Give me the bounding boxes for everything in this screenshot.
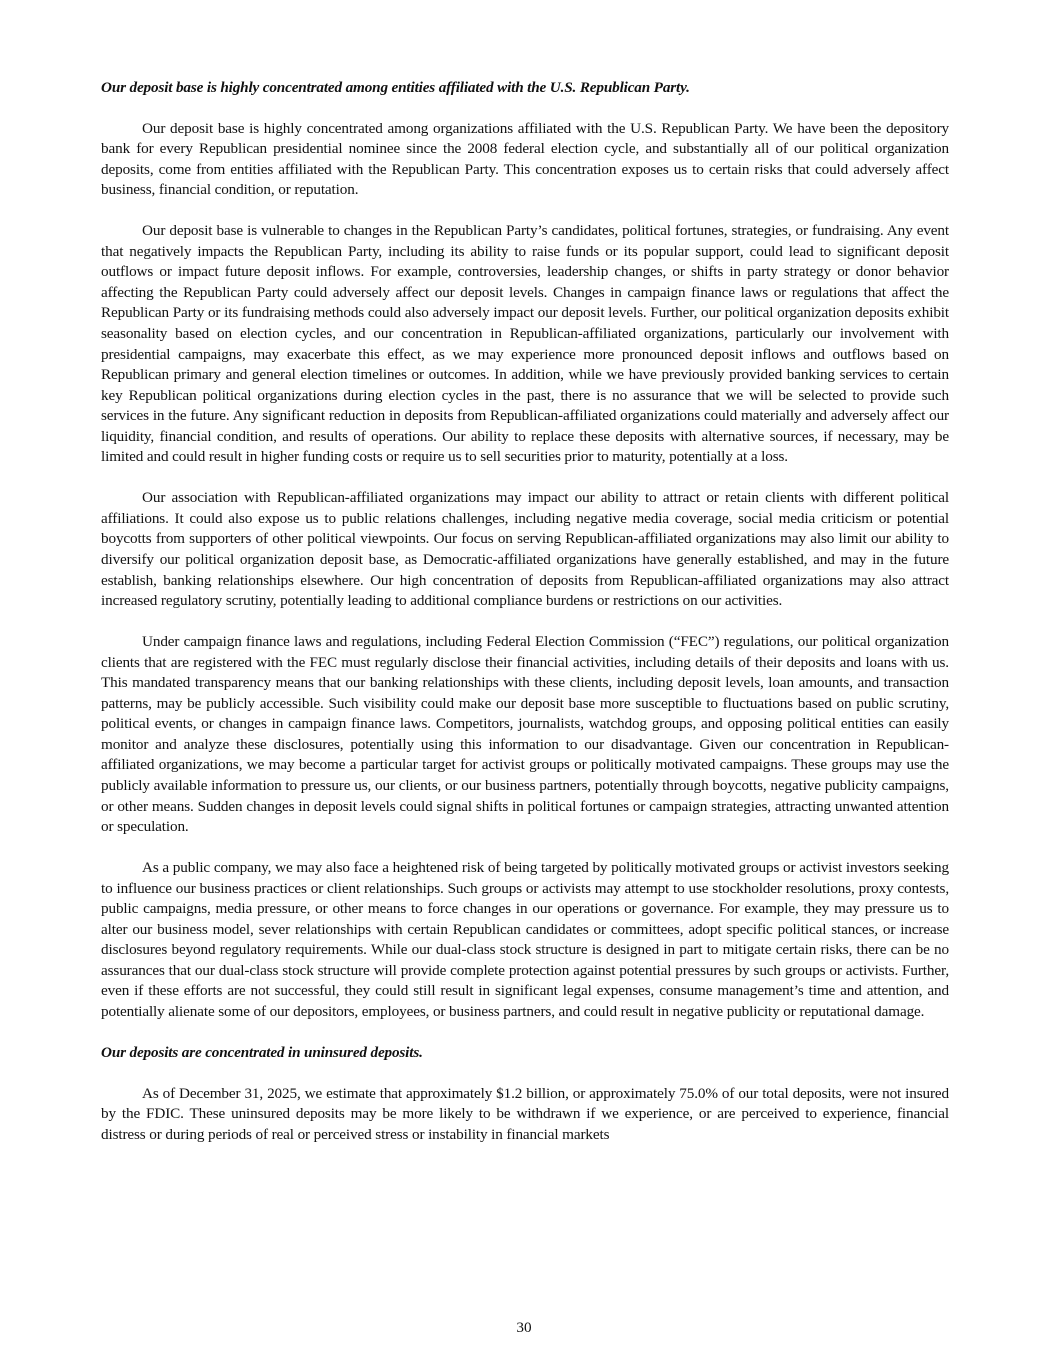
section-uninsured-deposits bbox=[101, 1043, 949, 1145]
section-heading: Our deposit base is highly concentrated among entities affiliated with the U.S. Republican Party. bbox=[101, 79, 690, 96]
section-heading: Our deposits are concentrated in uninsured deposits. bbox=[101, 1043, 423, 1061]
page-number: 30 bbox=[516, 1319, 532, 1336]
paragraph: Our association with Republican-affiliated organizations may impact our ability to attract or retain clients with different political affiliations. It could also expose us to public relations challenges, including negative media coverage, social media criticism or potential boycotts from supporters of other political viewpoints. Our focus on serving Republican-affiliated organizations may also limit our ability to diversify our political organization deposit base, as Democratic-affiliated organizations have generally established, and may in the future establish, banking relationships elsewhere. Our high concentration of deposits from Republican-affiliated organizations may also attract increased regulatory scrutiny, potentially leading to additional compliance burdens or restrictions on our activities. bbox=[101, 489, 949, 610]
paragraph: Under campaign finance laws and regulations, including Federal Election Commission (“FEC”) regulations, our political organization clients that are registered with the FEC must regularly disclose their financial activities, including details of their deposits and loans with us. This mandated transparency means that our banking relationships with these clients, including deposit levels, loan amounts, and transaction patterns, may be publicly accessible. Such visibility could make our deposit base more susceptible to fluctuations based on public scrutiny, political events, or changes in campaign finance laws. Competitors, journalists, watchdog groups, and opposing political entities can easily monitor and analyze these disclosures, potentially using this information to our disadvantage. Given our concentration in Republican-affiliated organizations, we may become a particular target for activist groups or politically motivated campaigns. These groups may use the publicly available information to pressure us, our clients, or our business partners, potentially through boycotts, negative publicity campaigns, or other means. Sudden changes in deposit levels could signal shifts in political fortunes or campaign strategies, attracting unwanted attention or speculation. bbox=[101, 633, 949, 836]
paragraph: As of December 31, 2025, we estimate that approximately $1.2 billion, or approximately 75.0% of our total deposits, were not insured by the FDIC. These uninsured deposits may be more likely to be withdrawn if we experience, or are perceived to experience, financial distress or during periods of real or perceived stress or instability in financial markets bbox=[101, 1084, 949, 1143]
paragraph: Our deposit base is vulnerable to changes in the Republican Party’s candidates, political fortunes, strategies, or fundraising. Any event that negatively impacts the Republican Party, including its ability to raise funds or its popular support, could lead to significant deposit outflows or impact future deposit inflows. For example, controversies, leadership changes, or shifts in party strategy or donor behavior affecting the Republican Party could adversely affect our deposit levels. Changes in campaign finance laws or regulations that affect the Republican Party or its fundraising methods could also adversely impact our deposit levels. Further, our political organization deposits exhibit seasonality based on election cycles, and our concentration in Republican-affiliated organizations, particularly our involvement with presidential campaigns, may exacerbate this effect, as we may experience more pronounced deposit inflows and outflows based on Republican primary and general election timelines or outcomes. In addition, while we have previously provided banking services to certain key Republican political organizations during election cycles in the past, there is no assurance that we will be selected to provide such services in the future. Any significant reduction in deposits from Republican-affiliated organizations could materially and adversely affect our liquidity, financial condition, and results of operations. Our ability to replace these deposits with alternative sources, if necessary, may be limited and could result in higher funding costs or require us to sell securities prior to maturity, potentially at a loss. bbox=[101, 222, 949, 466]
document-page bbox=[101, 78, 949, 1166]
paragraph: Our deposit base is highly concentrated among organizations affiliated with the U.S. Republican Party. We have been the depository bank for every Republican presidential nominee since the 2008 federal election cycle, and substantially all of our political organization deposits, come from entities affiliated with the Republican Party. This concentration exposes us to certain risks that could adversely affect business, financial condition, or reputation. bbox=[101, 119, 949, 199]
section-republican-concentration bbox=[101, 78, 949, 1022]
paragraph: As a public company, we may also face a heightened risk of being targeted by politically motivated groups or activist investors seeking to influence our business practices or client relationships. Such groups or activists may attempt to use stockholder resolutions, proxy contests, public campaigns, media pressure, or other means to force changes in our operations or governance. For example, they may pressure us to alter our business model, sever relationships with certain Republican candidates or committees, adopt specific political stances, or increase disclosures beyond regulatory requirements. While our dual-class stock structure is designed in part to mitigate certain risks, there can be no assurances that our dual-class stock structure will provide complete protection against potential pressures by such groups or activists. Further, even if these efforts are not successful, they could still result in significant legal expenses, consume management’s time and attention, and potentially alienate some of our depositors, employees, or business partners, and could result in negative publicity or reputational damage. bbox=[101, 859, 949, 1020]
